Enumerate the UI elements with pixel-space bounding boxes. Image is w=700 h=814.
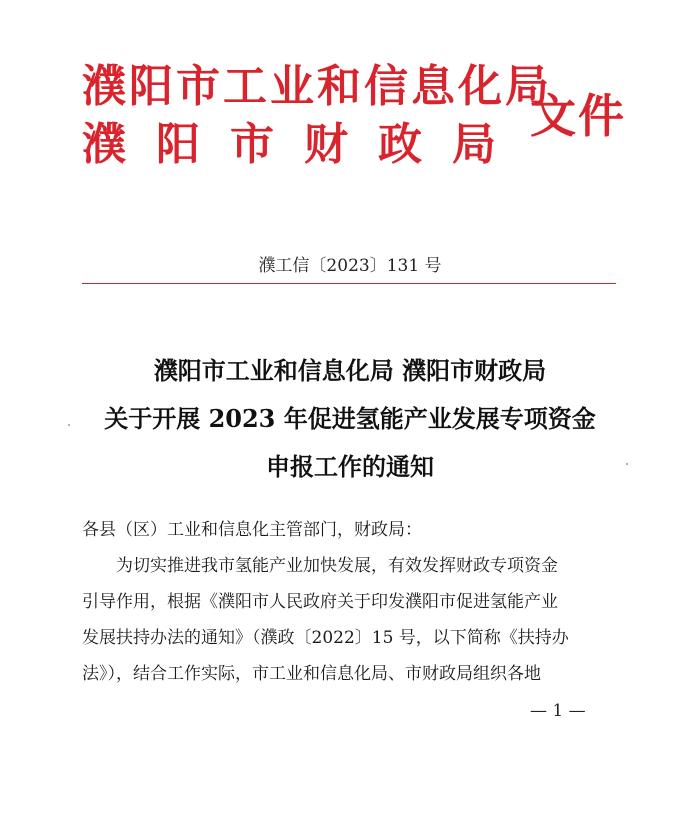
- scan-speck: [626, 463, 628, 465]
- issuer-line-2: 濮阳市财政局: [82, 119, 526, 170]
- body-line: 法》），结合工作实际，市工业和信息化局、市财政局组织各地: [82, 664, 541, 684]
- issuer-line-1: 濮阳市工业和信息化局: [82, 61, 552, 112]
- title-line-1: 濮阳市工业和信息化局 濮阳市财政局: [153, 356, 547, 385]
- salutation: 各县（区）工业和信息化主管部门，财政局：: [82, 520, 422, 540]
- page-number: — 1 —: [530, 701, 586, 721]
- body-line: 发展扶持办法的通知》（濮政〔2022〕15 号，以下简称《扶持办: [82, 628, 569, 648]
- body-line: 引导作用，根据《濮阳市人民政府关于印发濮阳市促进氢能产业: [82, 592, 558, 612]
- document-type-word: 文件: [530, 89, 626, 143]
- title-line-3: 申报工作的通知: [266, 452, 434, 481]
- body-line: 为切实推进我市氢能产业加快发展，有效发挥财政专项资金: [116, 556, 558, 576]
- document-number: 濮工信〔2023〕131 号: [258, 256, 442, 276]
- title-line-2: 关于开展 2023 年促进氢能产业发展专项资金: [104, 404, 596, 433]
- red-separator-line: [82, 283, 616, 284]
- scan-speck: [68, 424, 70, 426]
- body-paragraph: [82, 548, 622, 692]
